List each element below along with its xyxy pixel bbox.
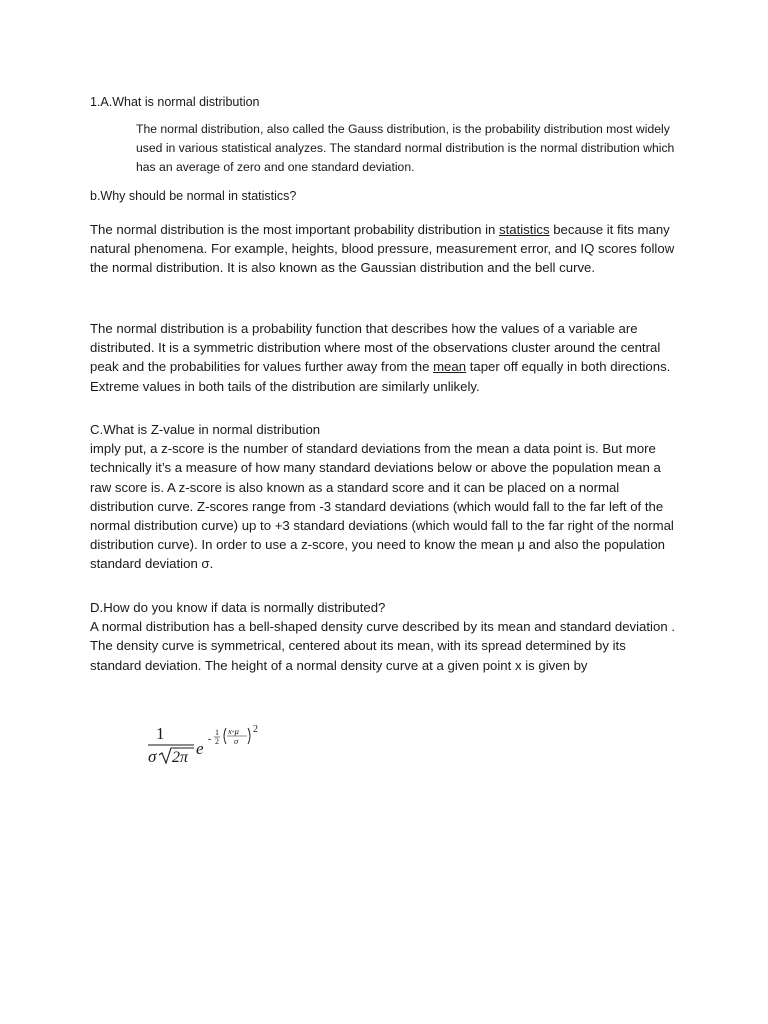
- normal-density-formula: [146, 722, 286, 772]
- formula-exponent-power: 2: [253, 724, 258, 735]
- formula-denominator-sigma: σ: [148, 747, 157, 766]
- section-d: [90, 598, 680, 675]
- paragraph-b-1-text-end: because it fits many natural phenomena. For example, heights, blood pressure, measurement error, and IQ scores follow the normal distribution. It is also known as the Gaussian distribution and the bell curve.: [90, 222, 675, 276]
- formula-exponent-sign: -: [208, 734, 212, 745]
- paragraph-b-2-text-end: taper off equally in both directions. Extreme values in both tails of the distribution are similarly unlikely.: [90, 359, 671, 394]
- paragraph-b-2: [90, 319, 680, 396]
- formula-half-numerator: 1: [215, 728, 219, 737]
- paragraph-b-1: [90, 220, 680, 278]
- statistics-link[interactable]: statistics: [499, 222, 550, 237]
- section-c: [90, 420, 680, 574]
- heading-1a: 1.A.What is normal distribution: [90, 95, 260, 109]
- mean-link[interactable]: mean: [433, 359, 467, 375]
- formula-base-e: e: [196, 739, 204, 758]
- formula-numerator: 1: [156, 724, 165, 743]
- body-d: A normal distribution has a bell-shaped density curve described by its mean and standard deviation . The density curve is symmetrical, centered about its mean, with its spread determined by its standard deviation. The height of a normal density curve at a given point x is given by: [90, 619, 675, 673]
- body-c: imply put, a z-score is the number of standard deviations from the mean a data point is. But more technically it’s a measure of how many standard deviations below or above the population mean a raw score is. A z-score is also known as a standard score and it can be placed on a normal distribution curve. Z-scores range from -3 standard deviations (which would fall to the far left of the normal distribution curve) up to +3 standard deviations (which would fall to the far right of the normal distribution curve). In order to use a z-score, you need to know the mean μ and also the population standard deviation σ.: [90, 441, 674, 572]
- formula-half-denominator: 2: [215, 737, 219, 746]
- paragraph-b-1-text-start: The normal distribution is the most important probability distribution in: [90, 222, 499, 237]
- paragraph-b-2-text-start: The normal distribution is a probability function that describes how the values of a variable are distributed. It is a symmetric distribution where most of the observations cluster around the central peak and the probabilities for values further away from the: [90, 321, 661, 375]
- heading-b: b.Why should be normal in statistics?: [90, 189, 297, 203]
- formula-exponent-denominator: σ: [234, 736, 239, 746]
- formula-right-paren: [248, 728, 250, 744]
- formula-exponent-numerator: x-μ: [228, 726, 239, 736]
- answer-1a: The normal distribution, also called the Gauss distribution, is the probability distribution most widely used in various statistical analyzes. The standard normal distribution is the normal distribution which has an average of zero and one standard deviation.: [136, 122, 675, 174]
- formula-denominator-root: 2π: [172, 749, 189, 766]
- heading-c: C.What is Z-value in normal distribution: [90, 422, 321, 437]
- formula-left-paren: [224, 728, 226, 744]
- heading-d: D.How do you know if data is normally distributed?: [90, 600, 386, 615]
